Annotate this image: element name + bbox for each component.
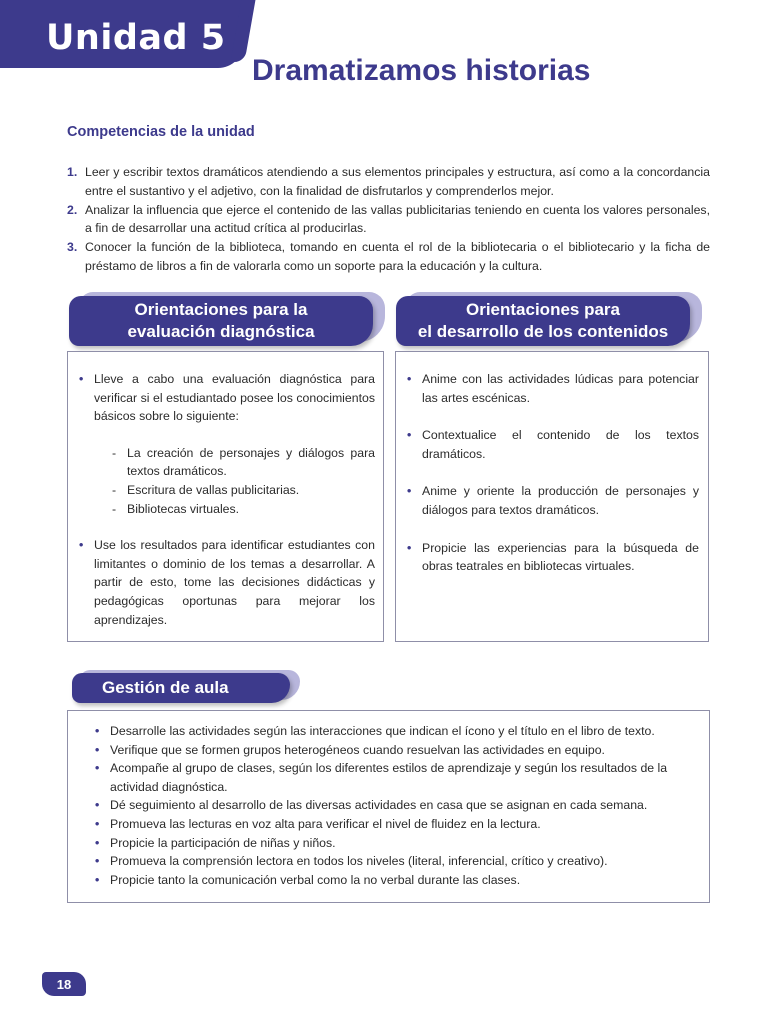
competencia-number: 2. xyxy=(67,202,78,217)
desarrollo-heading xyxy=(396,296,690,346)
page-title: Dramatizamos historias xyxy=(252,54,591,87)
gestion-item: • Propicie la participación de niñas y niños. xyxy=(93,834,701,853)
desarrollo-heading-line1: Orientaciones para xyxy=(465,300,620,319)
evaluacion-sub-item: - La creación de personajes y diálogos para textos dramáticos. xyxy=(110,444,375,481)
evaluacion-heading xyxy=(69,296,373,346)
competencias-list xyxy=(67,163,710,276)
competencia-item xyxy=(67,238,710,276)
evaluacion-list xyxy=(77,370,375,629)
desarrollo-heading-banner xyxy=(396,296,690,346)
gestion-item: • Propicie tanto la comunicación verbal como la no verbal durante las clases. xyxy=(93,871,701,890)
gestion-item: • Promueva la comprensión lectora en todos los niveles (literal, inferencial, crítico y creativo). xyxy=(93,852,701,871)
gestion-item: • Acompañe al grupo de clases, según los diferentes estilos de aprendizaje y según los resultados de la actividad diagnóstica. xyxy=(93,759,701,796)
competencias-heading: Competencias de la unidad xyxy=(67,124,255,140)
evaluacion-heading-line2: evaluación diagnóstica xyxy=(127,322,315,341)
evaluacion-heading-banner xyxy=(69,296,373,346)
unit-label: Unidad 5 xyxy=(46,18,226,58)
gestion-list xyxy=(93,722,701,889)
gestion-item: • Dé seguimiento al desarrollo de las diversas actividades en casa que se asignan en cada semana. xyxy=(93,796,701,815)
gestion-box xyxy=(67,710,710,903)
gestion-heading-text: Gestión de aula xyxy=(102,678,229,697)
competencia-number: 1. xyxy=(67,165,78,179)
gestion-heading xyxy=(72,673,290,703)
competencia-number: 3. xyxy=(67,240,78,255)
desarrollo-item: • Contextualice el contenido de los textos dramáticos. xyxy=(405,426,699,463)
evaluacion-box xyxy=(67,351,384,642)
desarrollo-item: • Propicie las experiencias para la búsqueda de obras teatrales en bibliotecas virtuales. xyxy=(405,539,699,576)
desarrollo-list xyxy=(405,370,699,576)
competencia-item xyxy=(67,163,710,201)
evaluacion-item-text: Lleve a cabo una evaluación diagnóstica para verificar si el estudiantado posee los conocimientos básicos sobre lo siguiente: xyxy=(94,372,375,424)
gestion-item: • Promueva las lecturas en voz alta para verificar el nivel de fluidez en la lectura. xyxy=(93,815,701,834)
evaluacion-item: • Use los resultados para identificar estudiantes con limitantes o dominio de los temas a desarrollar. A partir de esto, tome las decisiones didácticas y pedagógicas oportunas para mejorar los aprendizajes. xyxy=(77,536,375,629)
desarrollo-box xyxy=(395,351,709,642)
competencia-text: Analizar la influencia que ejerce el contenido de las vallas publicitarias teniendo en cuenta los valores personales, a fin de desarrollar una actitud crítica al producirlas. xyxy=(85,202,710,236)
evaluacion-item xyxy=(77,370,375,518)
evaluacion-sub-list xyxy=(94,444,375,518)
evaluacion-sub-item: - Escritura de vallas publicitarias. xyxy=(110,481,375,500)
gestion-item: • Verifique que se formen grupos heterogéneos cuando resuelvan las actividades en equipo. xyxy=(93,741,701,760)
desarrollo-item: • Anime con las actividades lúdicas para potenciar las artes escénicas. xyxy=(405,370,699,407)
evaluacion-heading-line1: Orientaciones para la xyxy=(134,300,308,319)
evaluacion-sub-item: - Bibliotecas virtuales. xyxy=(110,500,375,519)
gestion-heading-banner xyxy=(72,673,290,703)
gestion-item: • Desarrolle las actividades según las interacciones que indican el ícono y el título en el libro de texto. xyxy=(93,722,701,741)
desarrollo-heading-line2: el desarrollo de los contenidos xyxy=(417,322,669,341)
desarrollo-item: • Anime y oriente la producción de personajes y diálogos para textos dramáticos. xyxy=(405,482,699,519)
competencia-text: Leer y escribir textos dramáticos atendiendo a sus elementos principales y estructura, así como a la concordancia entre el sustantivo y el adjetivo, con la finalidad de disfrutarlos y comprenderlos mejor. xyxy=(85,165,710,198)
competencia-text: Conocer la función de la biblioteca, tomando en cuenta el rol de la bibliotecaria o el bibliotecario y la ficha de préstamo de libros a fin de valorarla como un soporte para la educación y la cultura. xyxy=(85,240,710,273)
competencia-item xyxy=(67,201,710,239)
page-number: 18 xyxy=(42,972,86,996)
